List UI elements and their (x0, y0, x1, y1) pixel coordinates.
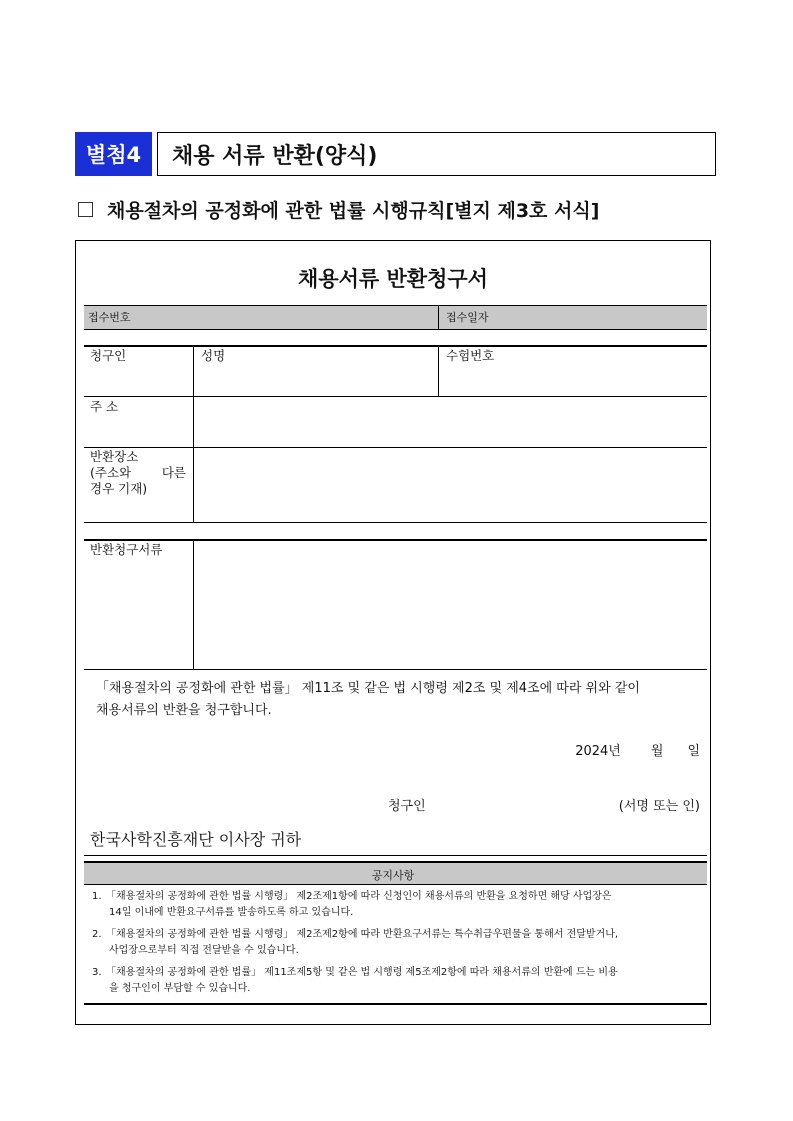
divider (84, 855, 707, 856)
date-month: 월 (650, 744, 664, 759)
signer-label: 청구인 (388, 799, 426, 814)
divider (84, 1003, 707, 1005)
divider (84, 345, 707, 347)
notice-list (92, 889, 700, 1003)
documents-field[interactable] (194, 541, 707, 668)
address-field[interactable] (194, 397, 707, 446)
divider (84, 522, 707, 523)
receipt-date-label: 접수일자 (446, 311, 489, 324)
divider (84, 305, 707, 306)
notice-item: 3. 「채용절차의 공정화에 관한 법률」 제11조제5항 및 같은 법 시행령 제5조제2항에 따라 채용서류의 반환에 드는 비용 을 청구인이 부담할 수 있습니다. (92, 967, 618, 994)
law-reference (78, 196, 599, 223)
attachment-badge: 별첨4 (75, 132, 152, 176)
date-day: 일 (687, 744, 700, 759)
form-title: 채용서류 반환청구서 (298, 267, 488, 291)
divider (84, 861, 707, 863)
recipient: 한국사학진흥재단 이사장 귀하 (90, 830, 302, 849)
notice-title: 공지사항 (371, 869, 415, 882)
divider (84, 884, 707, 885)
claimant-label: 청구인 (90, 348, 127, 363)
return-request-form (75, 240, 711, 1025)
divider (438, 305, 439, 329)
statement-line-2: 채용서류의 반환을 청구합니다. (96, 703, 272, 718)
divider (84, 669, 707, 670)
notice-item: 1. 「채용절차의 공정화에 관한 법률 시행령」 제2조제1항에 따라 신청인이 채용서류의 반환을 요청하면 해당 사업장은 14일 이내에 반환요구서류를 발송하도록 하고 있습니다. (92, 891, 612, 918)
notice-item: 2. 「채용절차의 공정화에 관한 법률 시행령」 제2조제2항에 따라 반환요구서류는 특수취급우편물을 통해서 전달받거나, 사업장으로부터 직접 전달받을 수 있습니다. (92, 929, 619, 956)
name-field[interactable]: 성명 (201, 348, 226, 363)
receipt-number-label: 접수번호 (88, 311, 131, 324)
checkbox-icon (78, 202, 93, 217)
return-place-field[interactable] (194, 448, 707, 521)
divider (84, 329, 707, 330)
signature-note: (서명 또는 인) (618, 799, 700, 814)
attachment-title: 채용 서류 반환(양식) (157, 132, 716, 176)
return-place-label: 반환장소 (주소와 다른 경우 기재) (90, 449, 186, 496)
divider (438, 345, 439, 396)
date-year: 2024년 (575, 744, 621, 759)
exam-number-field[interactable]: 수험번호 (446, 348, 495, 363)
law-reference-text: 채용절차의 공정화에 관한 법률 시행규칙[별지 제3호 서식] (107, 200, 600, 222)
statement-line-1: 「채용절차의 공정화에 관한 법률」 제11조 및 같은 법 시행령 제2조 및 제4조에 따라 위와 같이 (96, 681, 640, 696)
date-line (575, 741, 700, 763)
address-label: 주 소 (90, 399, 119, 414)
documents-label: 반환청구서류 (90, 542, 163, 557)
receipt-bar (84, 305, 707, 329)
